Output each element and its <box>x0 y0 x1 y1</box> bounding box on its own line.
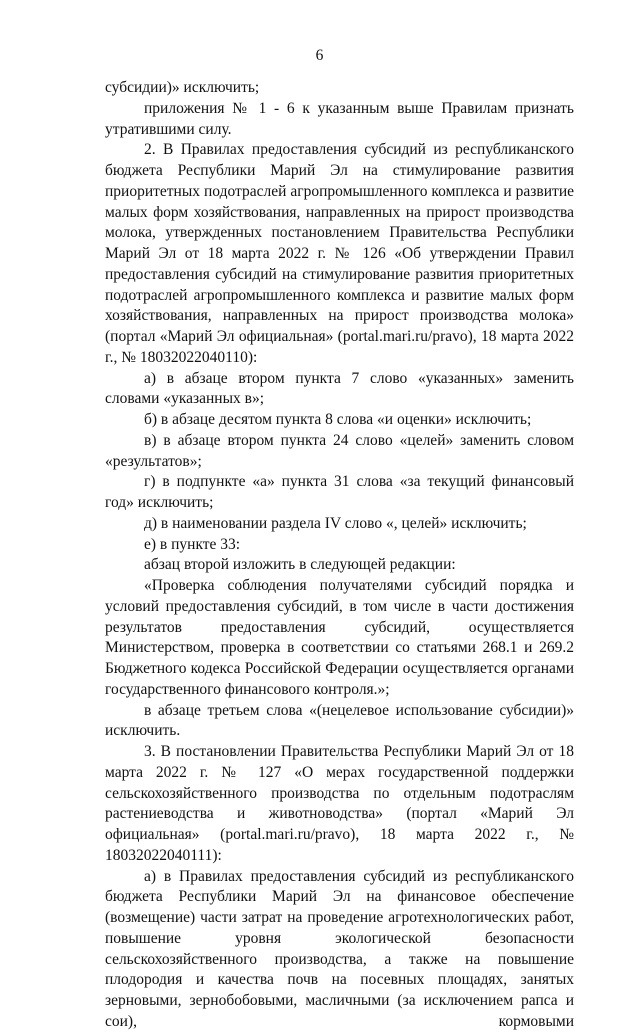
paragraph: субсидии)» исключить; <box>105 79 260 96</box>
paragraph: приложения № 1 - 6 к указанным выше Правилам признать утратившими силу. <box>105 99 574 138</box>
paragraph: 3. В постановлении Правительства Республики Марий Эл от 18 марта 2022 г. № 127 «О мерах государственной поддержки сельскохозяйственного производства по отдельным подотраслям растениеводства и животноводства» (портал «Марий Эл официальная» (portal.mari.ru/pravo), 18 марта 2022 г., № 18032022040111): <box>105 743 574 864</box>
paragraph: в) в абзаце втором пункта 24 слово «целей» заменить словом «результатов»; <box>105 431 574 470</box>
paragraph: «Проверка соблюдения получателями субсидий порядка и условий предоставления субсидий, в том числе в части достижения результатов предоставления субсидий, осуществляется Министерством, проверка в соответствии со статьями 268.1 и 269.2 Бюджетного кодекса Российской Федерации осуществляется органами государственного финансового контроля.»; <box>105 577 574 698</box>
paragraph: б) в абзаце десятом пункта 8 слова «и оценки» исключить; <box>144 411 532 428</box>
paragraph: д) в наименовании раздела IV слово «, целей» исключить; <box>144 514 527 532</box>
paragraph: в абзаце третьем слова «(нецелевое использование субсидии)» исключить. <box>105 701 574 740</box>
document-body <box>105 78 574 1033</box>
paragraph: г) в подпункте «а» пункта 31 слова «за текущий финансовый год» исключить; <box>105 473 574 511</box>
page-number: 6 <box>315 47 324 64</box>
paragraph: а) в абзаце втором пункта 7 слово «указанных» заменить словами «указанных в»; <box>105 369 574 408</box>
paragraph: 2. В Правилах предоставления субсидий из республиканского бюджета Республики Марий Эл на стимулирование развития приоритетных подотраслей агропромышленного комплекса и развитие малых форм хозяйствования, направленных на прирост производства молока, утвержденных постановлением Правительства Республики Марий Эл от 18 марта 2022 г. № 126 «Об утверждении Правил предоставления субсидий на стимулирование развития приоритетных подотраслей агропромышленного комплекса и развитие малых форм хозяйствования, направленных на прирост производства молока» (портал «Марий Эл официальная» (portal.mari.ru/pravo), 18 марта 2022 г., № 18032022040110): <box>105 141 574 366</box>
paragraph: е) в пункте 33: <box>144 535 241 553</box>
paragraph: абзац второй изложить в следующей редакции: <box>144 556 456 574</box>
paragraph: а) в Правилах предоставления субсидий из республиканского бюджета Республики Марий Эл на финансовое обеспечение (возмещение) части затрат на проведение агротехнологических работ, повышение уровня экологической безопасности сельскохозяйственного производства, а также на повышение плодородия и качества почв на посевных площадях, занятых зерновыми, зернобобовыми, масличными (за исключением рапса и сои), кормовыми <box>105 867 574 1030</box>
